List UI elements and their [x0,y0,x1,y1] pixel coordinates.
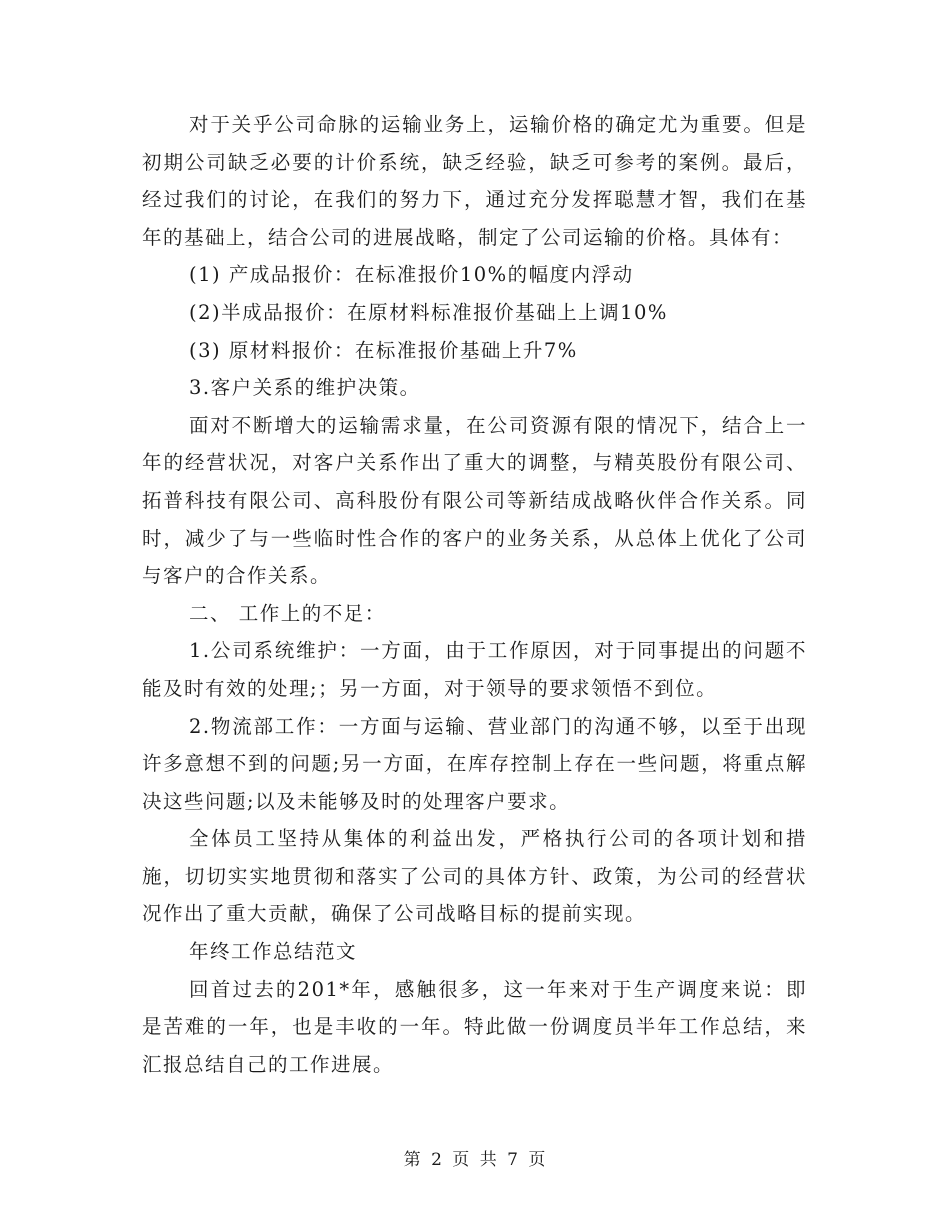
page-number-footer: 第 2 页 共 7 页 [403,1150,547,1170]
paragraph-looking-back: 回首过去的201*年，感触很多，这一年来对于生产调度来说：即是苦难的一年，也是丰收的一年。特此做一份调度员半年工作总结，来汇报总结自己的工作进展。 [142,977,807,1076]
list-item-semi-finished-price: (2)半成品报价：在原材料标准报价基础上上调10% [189,300,668,324]
section-heading-customer-relations: 3.客户关系的维护决策。 [189,376,421,400]
paragraph-transport-pricing: 对于关乎公司命脉的运输业务上，运输价格的确定尤为重要。但是初期公司缺乏必要的计价系统，缺乏经验，缺乏可参考的案例。最后，经过我们的讨论，在我们的努力下，通过充分发挥聪慧才智，我们在基年的基础上，结合公司的进展战略，制定了公司运输的价格。具体有： [142,113,807,249]
paragraph-system-maintenance: 1.公司系统维护：一方面，由于工作原因，对于同事提出的问题不能及时有效的处理;；另一方面，对于领导的要求领悟不到位。 [142,639,807,700]
paragraph-customer-relations: 面对不断增大的运输需求量，在公司资源有限的情况下，结合上一年的经营状况，对客户关系作出了重大的调整，与精英股份有限公司、拓普科技有限公司、高科股份有限公司等新结成战略伙伴合作关系。同时，减少了与一些临时性合作的客户的业务关系，从总体上优化了公司与客户的合作关系。 [142,413,807,588]
paragraph-logistics-work: 2.物流部工作：一方面与运输、营业部门的沟通不够，以至于出现许多意想不到的问题;另一方面，在库存控制上存在一些问题，将重点解决这些问题;以及未能够及时的处理客户要求。 [142,714,807,813]
document-body [142,106,807,1083]
section-heading-year-end-summary: 年终工作总结范文 [189,940,358,964]
list-item-raw-material-price: (3) 原材料报价：在标准报价基础上升7% [189,338,578,362]
section-heading-shortcomings: 二、 工作上的不足： [189,601,386,625]
paragraph-staff-summary: 全体员工坚持从集体的利益出发，严格执行公司的各项计划和措施，切切实实地贯彻和落实了公司的具体方针、政策，为公司的经营状况作出了重大贡献，确保了公司战略目标的提前实现。 [142,827,807,926]
list-item-finished-goods-price: (1) 产成品报价：在标准报价10%的幅度内浮动 [189,263,634,287]
